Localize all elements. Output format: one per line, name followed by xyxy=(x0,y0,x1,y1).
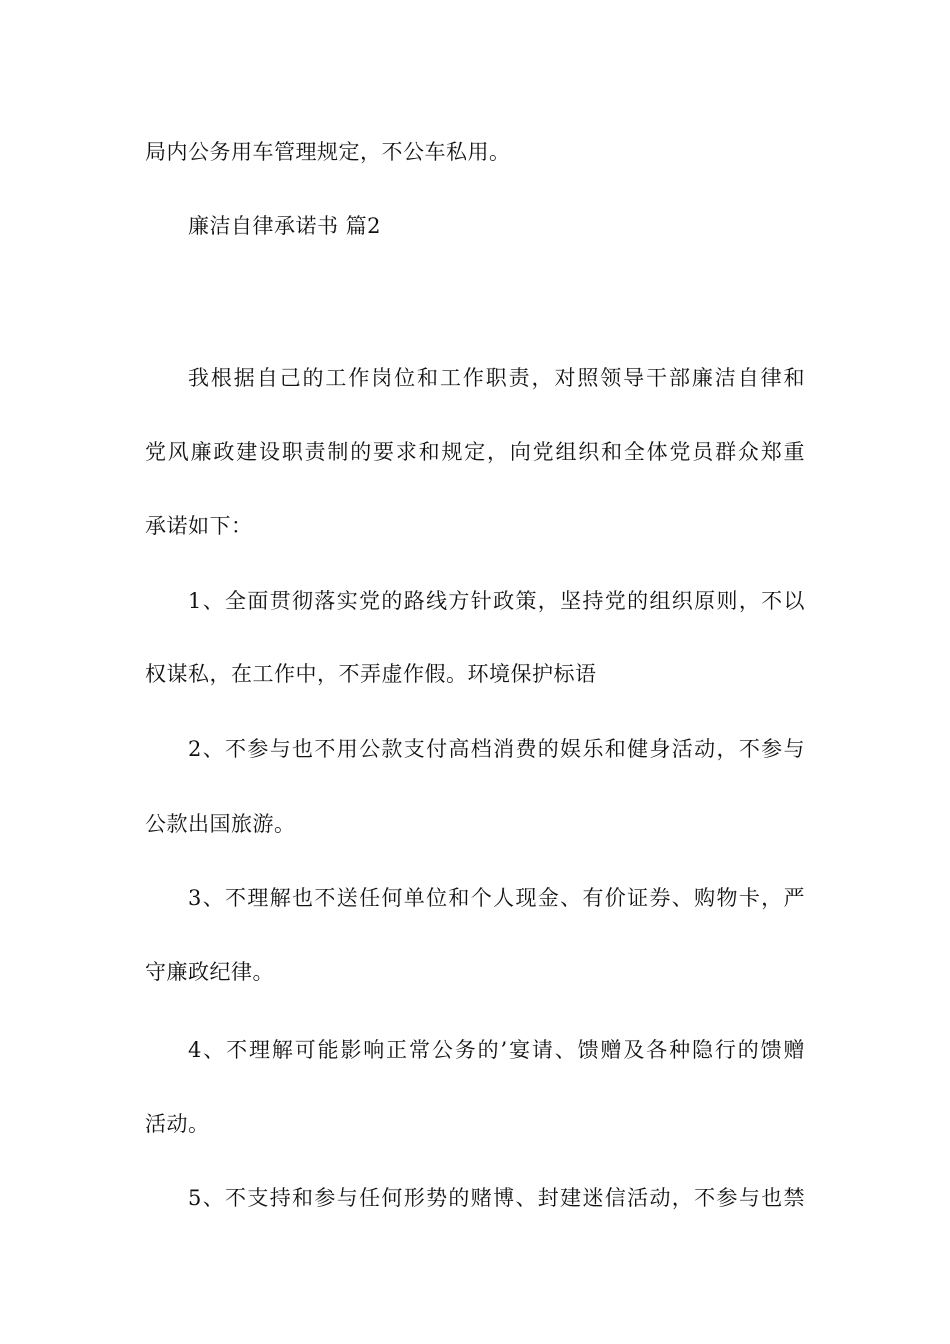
paragraph-line: 党风廉政建设职责制的要求和规定，向党组织和全体党员群众郑重 xyxy=(145,440,805,464)
list-item-line: 4、不理解可能影响正常公务的’宴请、馈赠及各种隐行的馈赠 xyxy=(188,1038,805,1062)
list-item-line: 活动。 xyxy=(145,1112,210,1136)
section-heading: 廉洁自律承诺书 篇2 xyxy=(188,214,382,238)
list-item-line: 3、不理解也不送任何单位和个人现金、有价证券、购物卡，严 xyxy=(188,886,805,910)
list-item-line: 1、全面贯彻落实党的路线方针政策，坚持党的组织原则，不以 xyxy=(188,589,805,613)
list-item-line: 公款出国旅游。 xyxy=(145,812,296,836)
paragraph-line: 我根据自己的工作岗位和工作职责，对照领导干部廉洁自律和 xyxy=(188,366,805,390)
paragraph-line: 承诺如下： xyxy=(145,514,253,538)
list-item-line: 守廉政纪律。 xyxy=(145,960,274,984)
list-item-line: 2、不参与也不用公款支付高档消费的娱乐和健身活动，不参与 xyxy=(188,737,805,761)
list-item-line: 5、不支持和参与任何形势的赌博、封建迷信活动，不参与也禁 xyxy=(188,1186,805,1210)
paragraph-line: 局内公务用车管理规定，不公车私用。 xyxy=(145,140,511,164)
list-item-line: 权谋私，在工作中，不弄虚作假。环境保护标语 xyxy=(145,662,597,686)
